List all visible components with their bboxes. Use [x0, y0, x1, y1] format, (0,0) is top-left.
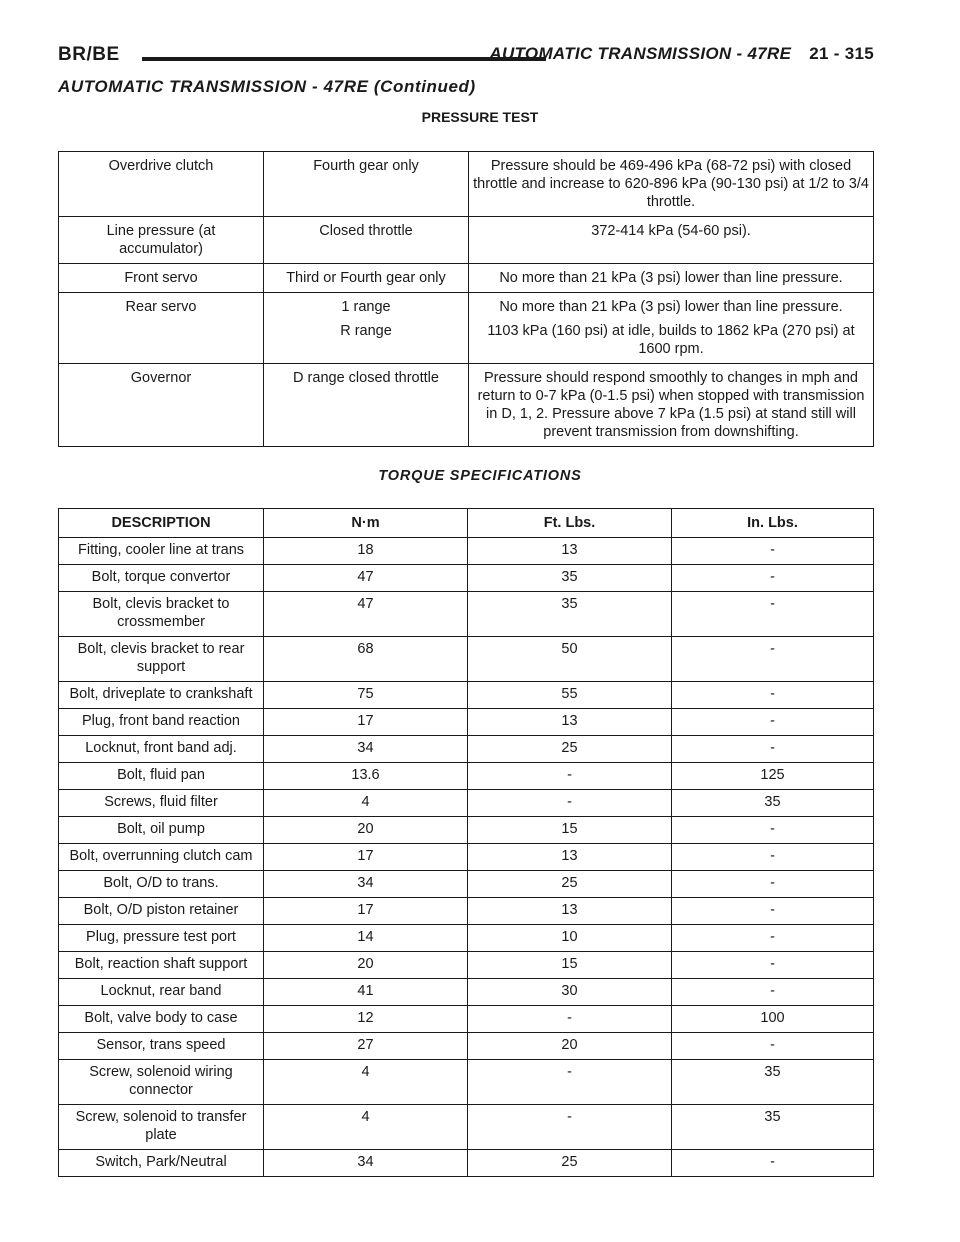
- pressure-item: Rear servo: [59, 293, 264, 364]
- pressure-spec: [469, 152, 874, 217]
- pressure-spec: [469, 264, 874, 293]
- torque-nm: 47: [264, 592, 468, 637]
- pressure-item: Line pressure (at accumulator): [59, 217, 264, 264]
- pressure-condition: [264, 217, 469, 264]
- table-row: [59, 264, 874, 293]
- torque-nm: 13.6: [264, 763, 468, 790]
- torque-nm: 18: [264, 538, 468, 565]
- torque-ftlbs: 10: [468, 925, 672, 952]
- table-row: [59, 709, 874, 736]
- torque-description: Sensor, trans speed: [59, 1033, 264, 1060]
- torque-description: Screw, solenoid to transfer plate: [59, 1105, 264, 1150]
- torque-specs-table: [58, 508, 874, 1177]
- page-header: [58, 44, 874, 72]
- pressure-condition: [264, 364, 469, 447]
- condition-text: Closed throttle: [319, 223, 413, 239]
- torque-inlbs: -: [672, 682, 874, 709]
- table-row: [59, 152, 874, 217]
- table-row: [59, 1105, 874, 1150]
- torque-ftlbs: 25: [468, 1150, 672, 1177]
- torque-nm: 17: [264, 709, 468, 736]
- table-row: [59, 682, 874, 709]
- torque-description: Bolt, oil pump: [59, 817, 264, 844]
- spec-text: No more than 21 kPa (3 psi) lower than line pressure.: [499, 270, 843, 286]
- torque-nm: 12: [264, 1006, 468, 1033]
- table-row: [59, 979, 874, 1006]
- spec-text: Pressure should be 469-496 kPa (68-72 psi) with closed throttle and increase to 620-896 kPa (90-130 psi) at 1/2 to 3/4 throttle.: [473, 158, 869, 210]
- table-row: [59, 790, 874, 817]
- torque-inlbs: -: [672, 592, 874, 637]
- torque-description: Screws, fluid filter: [59, 790, 264, 817]
- torque-ftlbs: 50: [468, 637, 672, 682]
- torque-ftlbs: -: [468, 1006, 672, 1033]
- table-row: [59, 538, 874, 565]
- torque-description: Bolt, clevis bracket to rear support: [59, 637, 264, 682]
- torque-nm: 20: [264, 817, 468, 844]
- spec-text: 372-414 kPa (54-60 psi).: [591, 223, 751, 239]
- torque-ftlbs: 25: [468, 871, 672, 898]
- torque-inlbs: -: [672, 637, 874, 682]
- torque-description: Bolt, fluid pan: [59, 763, 264, 790]
- torque-nm: 47: [264, 565, 468, 592]
- torque-inlbs: 125: [672, 763, 874, 790]
- torque-inlbs: 35: [672, 1060, 874, 1105]
- torque-description: Plug, pressure test port: [59, 925, 264, 952]
- pressure-spec: [469, 293, 874, 364]
- torque-description: Locknut, rear band: [59, 979, 264, 1006]
- column-header-description: DESCRIPTION: [59, 509, 264, 538]
- spec-text: No more than 21 kPa (3 psi) lower than line pressure.: [499, 299, 843, 315]
- torque-nm: 4: [264, 1060, 468, 1105]
- torque-description: Fitting, cooler line at trans: [59, 538, 264, 565]
- torque-nm: 4: [264, 1105, 468, 1150]
- table-row: [59, 364, 874, 447]
- torque-nm: 17: [264, 898, 468, 925]
- torque-description: Bolt, clevis bracket to crossmember: [59, 592, 264, 637]
- table-row: [59, 1150, 874, 1177]
- torque-ftlbs: 15: [468, 952, 672, 979]
- table-row: [59, 1006, 874, 1033]
- torque-description: Bolt, O/D piston retainer: [59, 898, 264, 925]
- torque-nm: 4: [264, 790, 468, 817]
- column-header-inlbs: In. Lbs.: [672, 509, 874, 538]
- torque-ftlbs: -: [468, 1105, 672, 1150]
- torque-description: Locknut, front band adj.: [59, 736, 264, 763]
- torque-nm: 68: [264, 637, 468, 682]
- pressure-condition: [264, 152, 469, 217]
- torque-nm: 34: [264, 871, 468, 898]
- torque-ftlbs: 13: [468, 898, 672, 925]
- table-row: [59, 592, 874, 637]
- table-row: [59, 1060, 874, 1105]
- pressure-condition: [264, 293, 469, 364]
- torque-inlbs: 35: [672, 790, 874, 817]
- torque-nm: 41: [264, 979, 468, 1006]
- torque-nm: 14: [264, 925, 468, 952]
- torque-inlbs: -: [672, 709, 874, 736]
- table-row: [59, 763, 874, 790]
- torque-ftlbs: 13: [468, 538, 672, 565]
- pressure-item: Overdrive clutch: [59, 152, 264, 217]
- torque-ftlbs: 15: [468, 817, 672, 844]
- table-row: [59, 736, 874, 763]
- pressure-condition: [264, 264, 469, 293]
- table-row: [59, 844, 874, 871]
- torque-inlbs: -: [672, 844, 874, 871]
- torque-description: Bolt, overrunning clutch cam: [59, 844, 264, 871]
- torque-nm: 34: [264, 736, 468, 763]
- pressure-spec: [469, 217, 874, 264]
- spec-text: 1103 kPa (160 psi) at idle, builds to 1862 kPa (270 psi) at 1600 rpm.: [487, 323, 855, 357]
- table-row: [59, 217, 874, 264]
- torque-inlbs: -: [672, 925, 874, 952]
- torque-inlbs: -: [672, 898, 874, 925]
- torque-ftlbs: -: [468, 790, 672, 817]
- torque-ftlbs: 13: [468, 709, 672, 736]
- section-title: [489, 44, 874, 64]
- torque-inlbs: -: [672, 817, 874, 844]
- pressure-item: Governor: [59, 364, 264, 447]
- torque-inlbs: 100: [672, 1006, 874, 1033]
- table-row: [59, 871, 874, 898]
- torque-inlbs: -: [672, 736, 874, 763]
- column-header-nm: N·m: [264, 509, 468, 538]
- pressure-item: Front servo: [59, 264, 264, 293]
- table-row: [59, 952, 874, 979]
- torque-ftlbs: 55: [468, 682, 672, 709]
- torque-ftlbs: 25: [468, 736, 672, 763]
- table-header-row: [59, 509, 874, 538]
- torque-inlbs: -: [672, 952, 874, 979]
- condition-text: D range closed throttle: [293, 370, 439, 386]
- page-number: 21 - 315: [809, 44, 874, 63]
- header-rule: [142, 57, 546, 61]
- torque-specs-title: TORQUE SPECIFICATIONS: [378, 468, 582, 484]
- torque-nm: 27: [264, 1033, 468, 1060]
- column-header-ftlbs: Ft. Lbs.: [468, 509, 672, 538]
- torque-ftlbs: 20: [468, 1033, 672, 1060]
- torque-nm: 34: [264, 1150, 468, 1177]
- pressure-test-title: PRESSURE TEST: [421, 109, 539, 125]
- table-row: [59, 293, 874, 364]
- torque-nm: 17: [264, 844, 468, 871]
- torque-description: Screw, solenoid wiring connector: [59, 1060, 264, 1105]
- table-row: [59, 1033, 874, 1060]
- pressure-test-table: [58, 151, 874, 447]
- torque-inlbs: -: [672, 538, 874, 565]
- torque-description: Bolt, valve body to case: [59, 1006, 264, 1033]
- torque-ftlbs: -: [468, 1060, 672, 1105]
- torque-description: Bolt, torque convertor: [59, 565, 264, 592]
- model-code: BR/BE: [58, 44, 120, 65]
- table-row: [59, 637, 874, 682]
- torque-ftlbs: 30: [468, 979, 672, 1006]
- torque-description: Plug, front band reaction: [59, 709, 264, 736]
- table-row: [59, 565, 874, 592]
- torque-inlbs: -: [672, 565, 874, 592]
- torque-description: Bolt, O/D to trans.: [59, 871, 264, 898]
- condition-text: Third or Fourth gear only: [286, 270, 446, 286]
- section-name: AUTOMATIC TRANSMISSION - 47RE: [489, 44, 792, 63]
- torque-ftlbs: -: [468, 763, 672, 790]
- torque-inlbs: 35: [672, 1105, 874, 1150]
- condition-text: 1 range: [341, 299, 391, 315]
- condition-text: Fourth gear only: [313, 158, 419, 174]
- torque-description: Bolt, reaction shaft support: [59, 952, 264, 979]
- pressure-spec: [469, 364, 874, 447]
- condition-text: R range: [340, 323, 392, 339]
- torque-inlbs: -: [672, 1033, 874, 1060]
- torque-description: Bolt, driveplate to crankshaft: [59, 682, 264, 709]
- torque-inlbs: -: [672, 871, 874, 898]
- torque-inlbs: -: [672, 979, 874, 1006]
- torque-ftlbs: 35: [468, 565, 672, 592]
- spec-text: Pressure should respond smoothly to changes in mph and return to 0-7 kPa (0-1.5 psi) when stopped with transmission in D, 1, 2. Pressure above 7 kPa (1.5 psi) at stand still will prevent transmission from downshifting.: [477, 370, 865, 440]
- table-row: [59, 817, 874, 844]
- torque-inlbs: -: [672, 1150, 874, 1177]
- torque-description: Switch, Park/Neutral: [59, 1150, 264, 1177]
- table-row: [59, 925, 874, 952]
- table-row: [59, 898, 874, 925]
- continued-heading: AUTOMATIC TRANSMISSION - 47RE (Continued): [58, 77, 476, 96]
- torque-ftlbs: 35: [468, 592, 672, 637]
- torque-nm: 20: [264, 952, 468, 979]
- torque-nm: 75: [264, 682, 468, 709]
- torque-ftlbs: 13: [468, 844, 672, 871]
